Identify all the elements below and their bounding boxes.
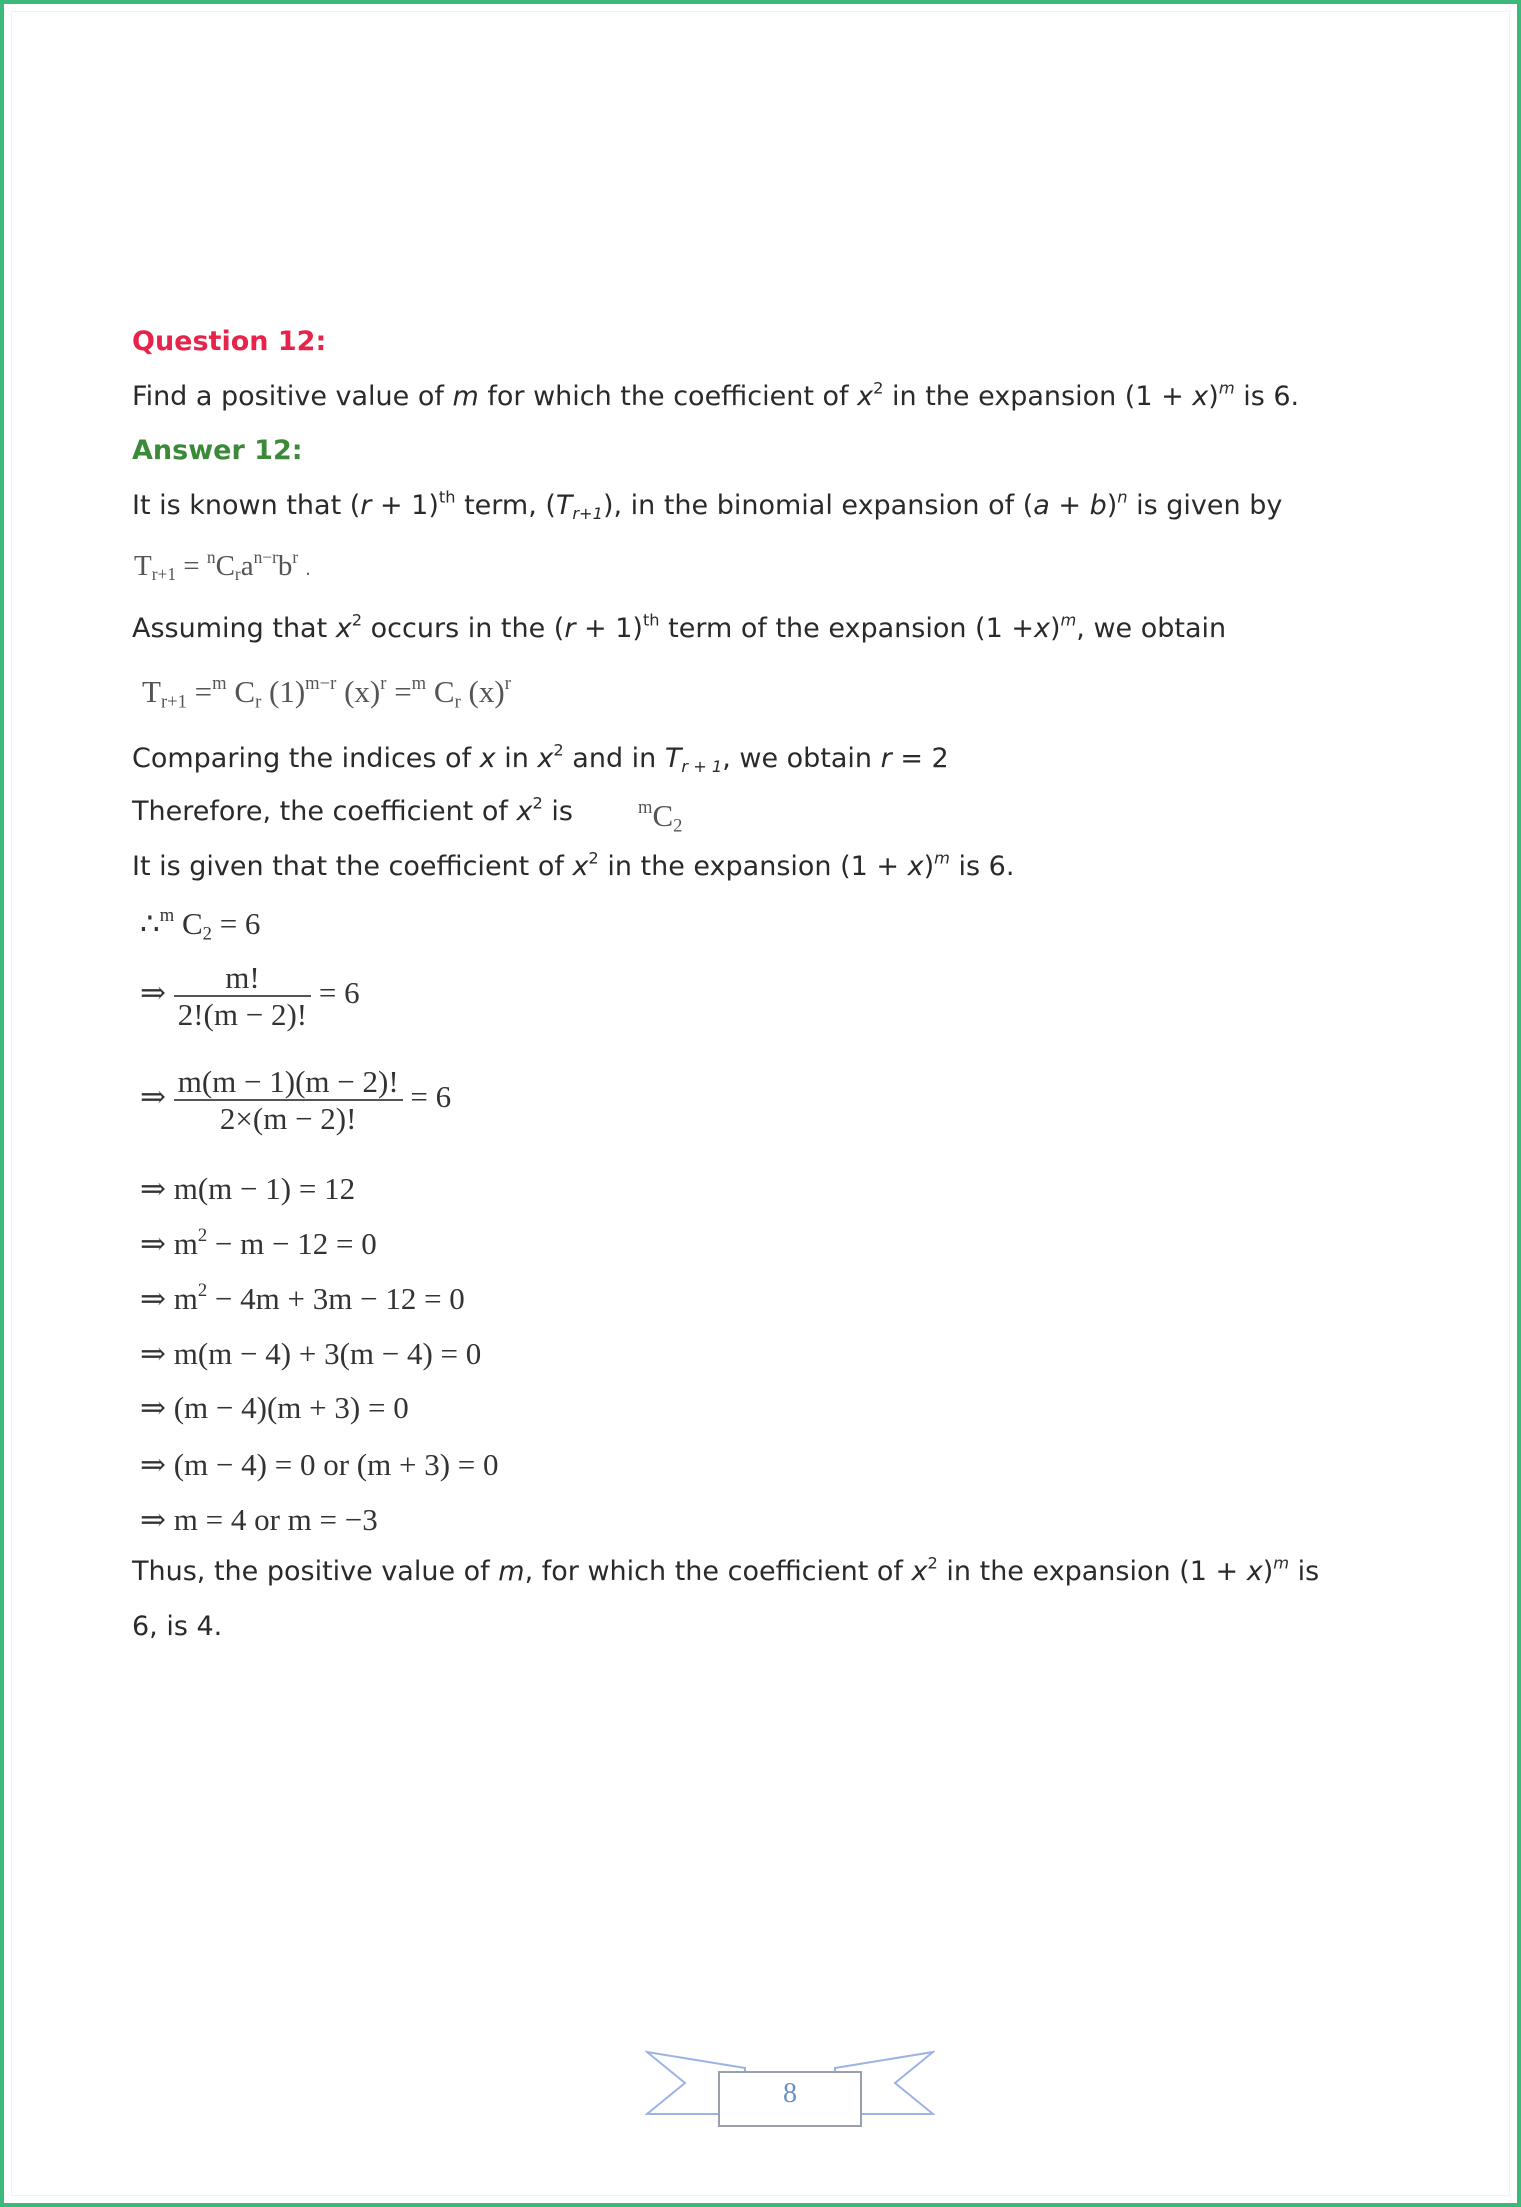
conclusion-line-2: 6, is 4. [132, 1611, 223, 1642]
question-heading: Question 12: [132, 326, 327, 357]
step-3: ⇒ m(m − 1) = 12 [140, 1171, 356, 1206]
step-factorial-fraction: ⇒ $\frac{m!}{2!(m - 2)!}$ = 6 [140, 960, 360, 1032]
answer-line-assuming: Assuming that $x^2$ occurs in the $(r + 1)^{th}$ term of the expansion $(1 +x)^m$, we obtain [132, 610, 1227, 644]
answer-line-therefore: Therefore, the coefficient of $x^2$ is [132, 793, 573, 827]
step-4: ⇒ $m^2 - m - 12 = 0$ [140, 1224, 377, 1261]
step-8: ⇒ (m − 4) = 0 or (m + 3) = 0 [140, 1447, 499, 1482]
answer-heading: Answer 12: [132, 435, 303, 466]
answer-line-binomial-intro: It is known that $(r + 1)^{th}$ term, $(T_{r+1})$, in the binomial expansion of $(a + b)^n$ is given by [132, 487, 1283, 523]
formula-term-expansion: $T_{r+1} =^m$ $C_r$ $(1)^{m-r}$ $(x)^r =^m$ $C_r$ $(x)^r$ [142, 672, 511, 713]
step-6: ⇒ m(m − 4) + 3(m − 4) = 0 [140, 1336, 482, 1371]
page-number: 8 [783, 2078, 797, 2109]
question-text: Find a positive value of m for which the coefficient of $x^2$ in the expansion $(1 + x)^m$ is 6. [132, 378, 1300, 412]
answer-line-given: It is given that the coefficient of $x^2$ in the expansion $(1 + x)^m$ is 6. [132, 848, 1015, 882]
formula-general-term: $T_{r+1} = ^nC_ra^{n-r}b^r$ . [134, 546, 311, 585]
step-therefore-mc2: ∴$^m$ $C_2 = 6$ [140, 904, 261, 945]
answer-line-comparing: Comparing the indices of x in $x^2$ and in $T_{r + 1}$, we obtain r = 2 [132, 740, 949, 776]
step-7: ⇒ (m − 4)(m + 3) = 0 [140, 1390, 409, 1425]
step-9: ⇒ m = 4 or m = −3 [140, 1502, 378, 1537]
step-expanded-fraction: ⇒ $\frac{m(m - 1)(m - 2)!}{2\times(m - 2)!}$ = 6 [140, 1064, 452, 1136]
step-5: ⇒ $m^2 - 4m + 3m - 12 = 0$ [140, 1279, 465, 1316]
conclusion-line-1: Thus, the positive value of m, for which the coefficient of $x^2$ in the expansion $(1 + x)^m$ is [132, 1553, 1320, 1587]
page-number-ribbon [645, 2048, 935, 2128]
formula-m-choose-2: $^mC_2$ [638, 796, 683, 837]
